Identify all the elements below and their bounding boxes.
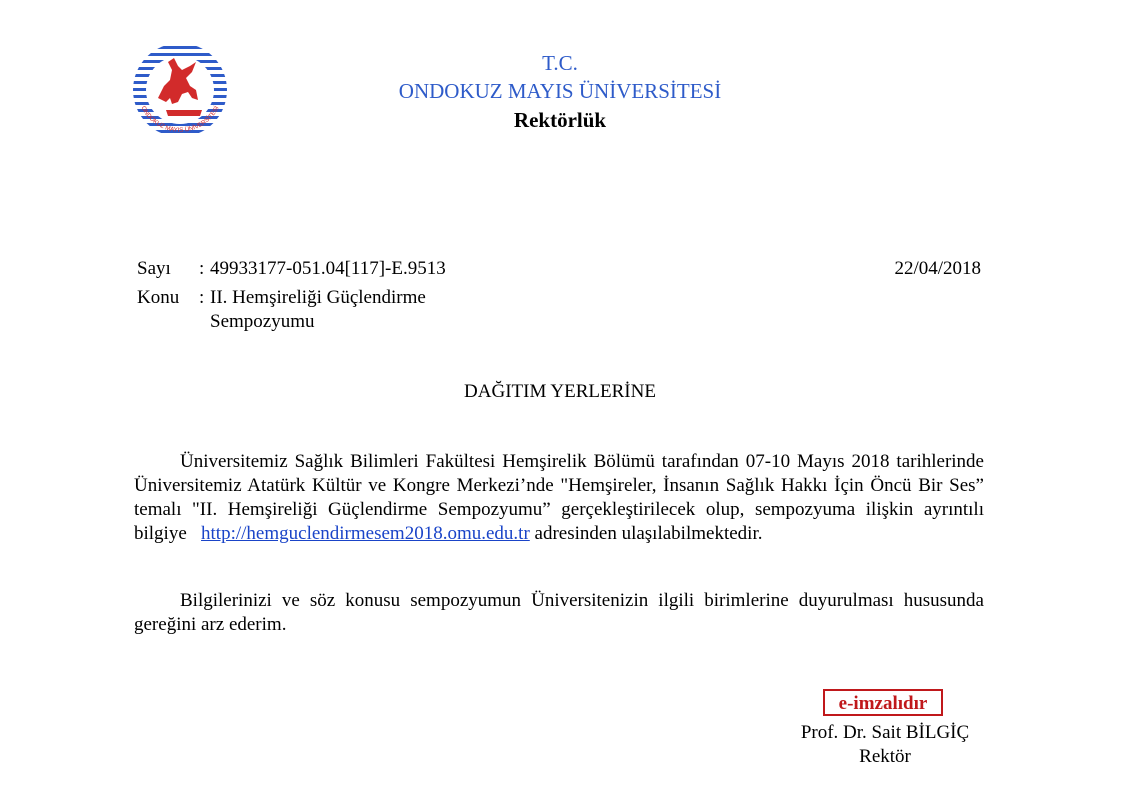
body-paragraph-1 (134, 450, 984, 546)
signer-title: Rektör (859, 746, 911, 767)
header-rectorate: Rektörlük (513, 108, 607, 132)
konu-colon: : (199, 287, 205, 308)
para2-text: Bilgilerinizi ve söz konusu sempozyumun Üniversitenizin ilgili birimlerine duyurulması hususunda gereğini arz ederim. (134, 590, 984, 635)
e-signature-stamp: e-imzalıdır (823, 689, 943, 716)
konu-label: Konu (137, 287, 180, 308)
university-logo (126, 40, 234, 145)
para1-text: Üniversitemiz Sağlık Bilimleri Fakültesi Hemşirelik Bölümü tarafından 07-10 Mayıs 2018 tarihlerinde Üniversitemiz Atatürk Kültür ve Kongre Merkezi’nde "Hemşireler, İnsanın Sağlık Hakkı İçin Öncü Bir Ses” temalı "II. Hemşireliği Güçlendirme Sempozyumu” gerçekleştirilecek olup, sempozyuma ilişkin ayrıntılı bilgiye (134, 451, 984, 544)
symposium-link[interactable]: http://hemguclendirmesem2018.omu.edu.tr (201, 523, 530, 544)
sayi-colon: : (199, 258, 205, 279)
body-paragraph-2 (134, 589, 984, 637)
konu-value-line2: Sempozyumu (210, 311, 315, 332)
svg-text:ONDOKUZ MAYIS ÜNİVERSİTESİ: ONDOKUZ MAYIS ÜNİVERSİTESİ (139, 105, 221, 134)
sayi-label: Sayı (137, 258, 171, 279)
signer-name: Prof. Dr. Sait BİLGİÇ (800, 722, 970, 743)
konu-value-line1: II. Hemşireliği Güçlendirme (210, 287, 426, 308)
distribution-heading: DAĞITIM YERLERİNE (464, 381, 656, 402)
header-tc: T.C. (542, 51, 578, 75)
sayi-value: 49933177-051.04[117]-E.9513 (210, 258, 446, 279)
para1-tail: adresinden ulaşılabilmektedir. (534, 523, 763, 544)
header-university: ONDOKUZ MAYIS ÜNİVERSİTESİ (398, 79, 722, 103)
logo-emblem-icon (126, 40, 234, 145)
document-date: 22/04/2018 (894, 258, 981, 279)
